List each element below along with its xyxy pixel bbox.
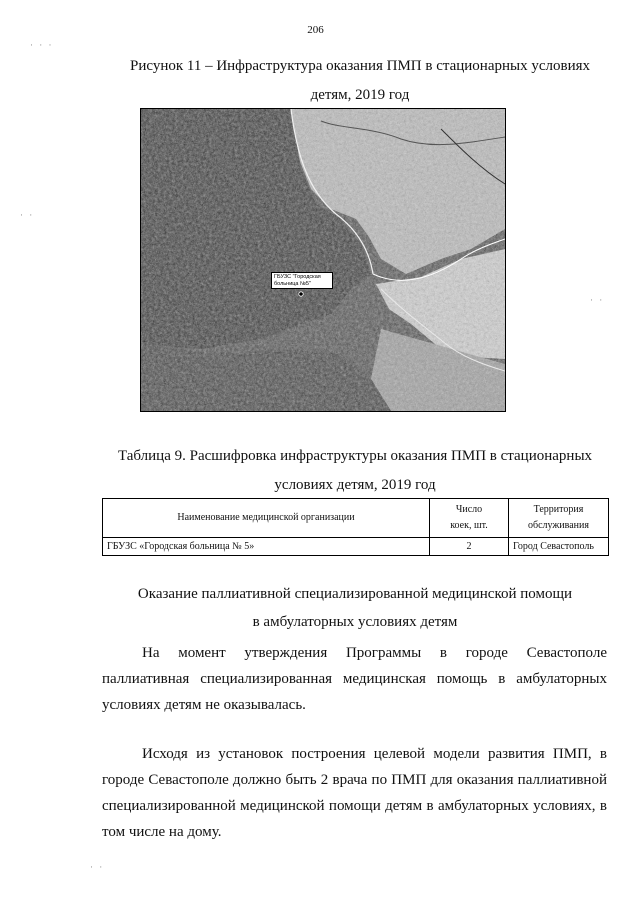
table-caption [95, 442, 615, 500]
row-org-name: ГБУЗС «Городская больница № 5» [103, 538, 430, 556]
infrastructure-map [140, 108, 506, 412]
figure-caption-line2: детям, 2019 год [310, 87, 410, 103]
scan-speck: · · [590, 295, 605, 305]
table-header-row [103, 499, 609, 538]
row-beds: 2 [430, 538, 509, 556]
scan-speck: · · [20, 210, 35, 220]
header-territory-line1: Территория [533, 504, 584, 515]
paragraph-1: На момент утверждения Программы в городе Севастополе паллиативная специализированная медицинская помощь в амбулаторных условиях детям не оказывалась. [102, 645, 607, 713]
figure-caption [95, 52, 625, 110]
section-heading-line1: Оказание паллиативной специализированной медицинской помощи [137, 586, 573, 602]
scan-speck: · · [90, 862, 105, 872]
row-territory: Город Севастополь [509, 538, 609, 556]
header-beds [430, 499, 509, 538]
organization-table [102, 498, 609, 556]
map-image [141, 109, 505, 411]
header-org-name: Наименование медицинской организации [103, 499, 430, 538]
hospital-label-line2: больница №5" [274, 280, 311, 287]
header-territory-line2: обслуживания [528, 520, 589, 531]
section-heading-line2: в амбулаторных условиях детям [252, 614, 458, 630]
header-beds-line2: коек, шт. [450, 520, 488, 531]
page-number: 206 [307, 24, 324, 36]
scan-speck: · · · [30, 40, 54, 50]
table-caption-line2: условиях детям, 2019 год [274, 477, 436, 493]
hospital-map-label [271, 272, 333, 289]
figure-caption-line1: Рисунок 11 – Инфраструктура оказания ПМП в стационарных условиях [129, 58, 591, 74]
table-caption-line1: Таблица 9. Расшифровка инфраструктуры оказания ПМП в стационарных [117, 448, 593, 464]
hospital-label-line1: ГБУЗС "Городская [274, 274, 321, 280]
table-row [103, 538, 609, 556]
paragraph-2: Исходя из установок построения целевой модели развития ПМП, в городе Севастополе должно быть 2 врача по ПМП для оказания паллиативной специализированной медицинской помощи детям в амбулаторных условиях, в том числе на дому. [102, 746, 607, 840]
header-territory [509, 499, 609, 538]
header-beds-line1: Число [455, 504, 483, 515]
section-heading [95, 580, 615, 636]
